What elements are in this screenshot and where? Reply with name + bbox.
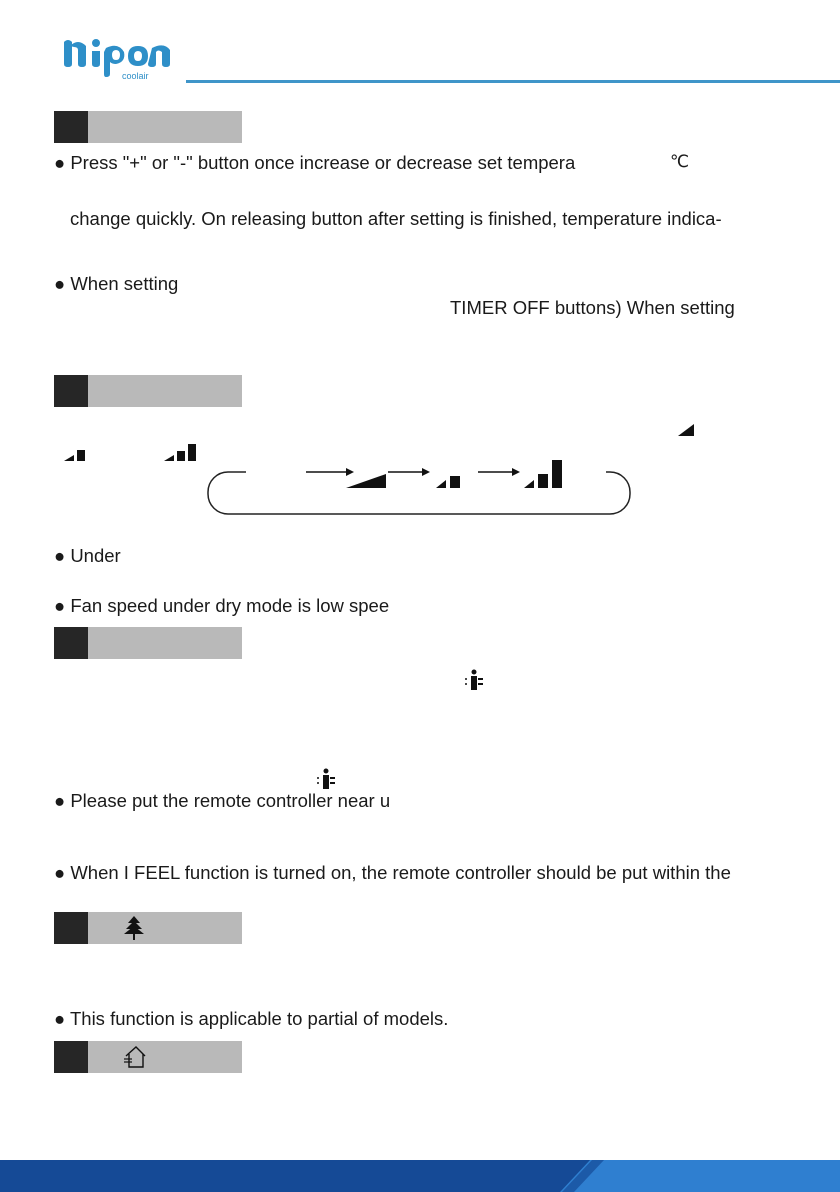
s3-bullet2: ● When I FEEL function is turned on, the remote controller should be put within the [54, 862, 731, 883]
section-header-4 [54, 912, 242, 944]
s1-bullet2-line2: TIMER OFF buttons) When setting [450, 297, 735, 318]
health-tree-icon [124, 916, 144, 940]
section-marker [54, 912, 88, 944]
fan-low-icon [678, 422, 696, 436]
degree-symbol: ℃ [670, 152, 690, 171]
s3-bullet1: ● Please put the remote controller near u [54, 790, 391, 811]
i-feel-icon [464, 669, 484, 691]
section-header-2 [54, 375, 242, 407]
section-header-1 [54, 111, 242, 143]
brand-logo [58, 34, 178, 84]
house-icon [124, 1045, 146, 1069]
section-marker [54, 375, 88, 407]
fan-medium-icon [64, 446, 90, 462]
footer-band [0, 1160, 840, 1192]
section-header-5 [54, 1041, 242, 1073]
s2-bullet2: ● Fan speed under dry mode is low spee [54, 595, 390, 616]
s1-bullet1-line1: ● Press "+" or "-" button once increase or decrease set tempera [54, 152, 576, 173]
section-header-3 [54, 627, 242, 659]
s4-bullet1: ● This function is applicable to partial of models. [54, 1008, 449, 1029]
s1-bullet1-line2: change quickly. On releasing button after setting is finished, temperature indica- [70, 208, 722, 229]
header-rule [186, 80, 840, 83]
s2-bullet1: ● Under [54, 545, 121, 566]
i-feel-icon-small [316, 768, 336, 790]
brand-subtitle: coolair [122, 71, 149, 81]
fan-high-icon [164, 443, 202, 463]
section-marker [54, 627, 88, 659]
fan-speed-cycle-diagram [206, 456, 634, 518]
section-marker [54, 1041, 88, 1073]
section-marker [54, 111, 88, 143]
s1-bullet2-line1: ● When setting [54, 273, 179, 294]
